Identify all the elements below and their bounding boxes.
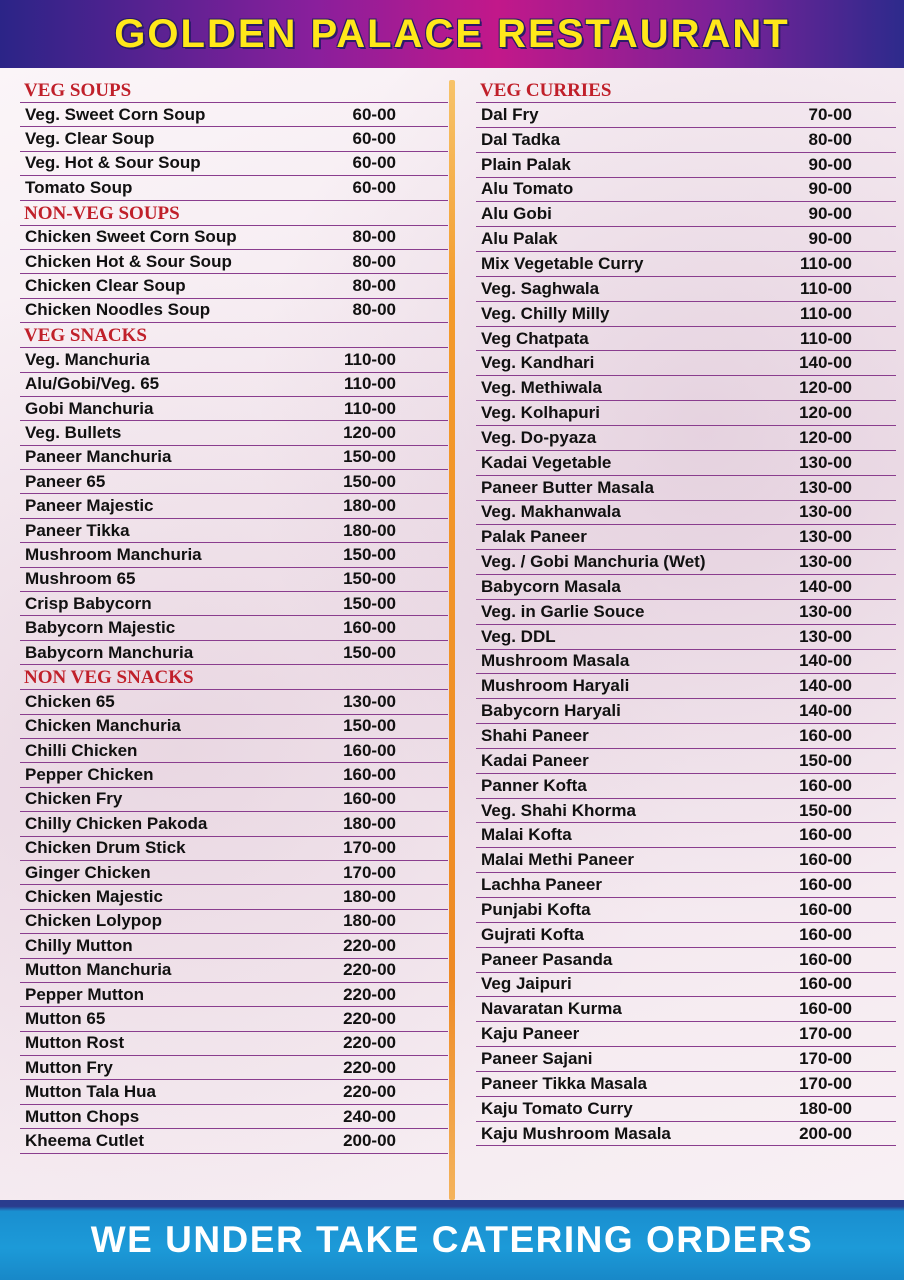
menu-item-price: 130-00 bbox=[799, 527, 852, 547]
menu-item bbox=[476, 401, 896, 426]
menu-item-name: Chicken Drum Stick bbox=[25, 838, 186, 858]
menu-item-name: Veg Jaipuri bbox=[481, 974, 572, 994]
menu-item bbox=[20, 373, 448, 397]
menu-item-price: 150-00 bbox=[343, 544, 396, 564]
menu-item bbox=[476, 476, 896, 501]
menu-item bbox=[476, 625, 896, 650]
menu-item bbox=[476, 873, 896, 898]
menu-item-name: Babycorn Masala bbox=[481, 576, 621, 596]
menu-item-name: Veg. DDL bbox=[481, 626, 556, 646]
menu-item-name: Lachha Paneer bbox=[481, 875, 602, 895]
menu-item-price: 150-00 bbox=[343, 716, 396, 736]
menu-item-price: 170-00 bbox=[799, 1024, 852, 1044]
section-title-non-veg-snacks: NON VEG SNACKS bbox=[20, 665, 448, 690]
menu-item-price: 170-00 bbox=[799, 1048, 852, 1068]
menu-item-price: 160-00 bbox=[343, 618, 396, 638]
menu-item-name: Alu Tomato bbox=[481, 179, 574, 199]
menu-item-price: 150-00 bbox=[343, 447, 396, 467]
menu-item bbox=[20, 690, 448, 714]
menu-item-price: 160-00 bbox=[799, 974, 852, 994]
menu-item-price: 110-00 bbox=[800, 253, 852, 273]
menu-item-name: Veg. Clear Soup bbox=[25, 129, 155, 149]
menu-item-name: Veg. / Gobi Manchuria (Wet) bbox=[481, 552, 706, 572]
menu-item-name: Kheema Cutlet bbox=[25, 1130, 145, 1150]
menu-item-name: Veg. Bullets bbox=[25, 422, 122, 442]
menu-item-name: Chicken Clear Soup bbox=[25, 276, 186, 296]
menu-item-name: Palak Paneer bbox=[481, 527, 587, 547]
menu-item-name: Babycorn Haryali bbox=[481, 701, 621, 721]
menu-item-name: Mutton Tala Hua bbox=[25, 1082, 156, 1102]
menu-item bbox=[20, 1105, 448, 1129]
menu-item-name: Kadai Paneer bbox=[481, 750, 589, 770]
menu-item-price: 160-00 bbox=[799, 825, 852, 845]
menu-item-name: Paneer Pasanda bbox=[481, 949, 613, 969]
menu-item-price: 130-00 bbox=[799, 452, 852, 472]
menu-item bbox=[476, 252, 896, 277]
menu-item bbox=[20, 1032, 448, 1056]
menu-item-name: Paneer 65 bbox=[25, 471, 106, 491]
menu-item bbox=[476, 501, 896, 526]
menu-item-price: 110-00 bbox=[344, 349, 396, 369]
menu-item-price: 170-00 bbox=[799, 1073, 852, 1093]
menu-item bbox=[20, 1056, 448, 1080]
restaurant-header bbox=[0, 0, 904, 68]
menu-item-name: Chicken Hot & Sour Soup bbox=[25, 251, 232, 271]
menu-item bbox=[476, 1072, 896, 1097]
menu-item bbox=[20, 543, 448, 567]
menu-item bbox=[476, 302, 896, 327]
menu-item bbox=[476, 575, 896, 600]
menu-item-name: Chicken Lolypop bbox=[25, 911, 162, 931]
menu-item-name: Paneer Tikka bbox=[25, 520, 130, 540]
menu-item bbox=[20, 470, 448, 494]
menu-item-name: Veg. Kandhari bbox=[481, 353, 595, 373]
menu-right-column bbox=[476, 78, 896, 1146]
menu-item-price: 120-00 bbox=[799, 403, 852, 423]
menu-item bbox=[20, 763, 448, 787]
section-title-veg-soups: VEG SOUPS bbox=[20, 78, 448, 103]
menu-item-name: Veg. Chilly Milly bbox=[481, 303, 610, 323]
menu-item-price: 60-00 bbox=[352, 104, 396, 124]
menu-item bbox=[20, 934, 448, 958]
menu-item bbox=[476, 997, 896, 1022]
menu-item bbox=[476, 426, 896, 451]
menu-item bbox=[476, 948, 896, 973]
menu-item-price: 140-00 bbox=[799, 576, 852, 596]
menu-item-name: Plain Palak bbox=[481, 154, 571, 174]
menu-item bbox=[476, 799, 896, 824]
menu-item-name: Ginger Chicken bbox=[25, 862, 151, 882]
menu-item-name: Tomato Soup bbox=[25, 177, 133, 197]
menu-item bbox=[476, 1022, 896, 1047]
menu-item bbox=[476, 1097, 896, 1122]
menu-item-price: 180-00 bbox=[343, 520, 396, 540]
menu-item-price: 140-00 bbox=[799, 701, 852, 721]
menu-item-price: 110-00 bbox=[800, 328, 852, 348]
menu-item bbox=[476, 749, 896, 774]
menu-item-price: 80-00 bbox=[352, 276, 396, 296]
menu-item-price: 60-00 bbox=[352, 153, 396, 173]
menu-item bbox=[476, 699, 896, 724]
menu-item-name: Veg. in Garlie Souce bbox=[481, 601, 645, 621]
menu-body bbox=[0, 68, 904, 1200]
menu-item-price: 160-00 bbox=[343, 740, 396, 760]
menu-item-price: 90-00 bbox=[808, 179, 852, 199]
menu-item bbox=[20, 127, 448, 151]
menu-item-price: 160-00 bbox=[799, 726, 852, 746]
menu-item-name: Kaju Mushroom Masala bbox=[481, 1123, 671, 1143]
section-title-veg-curries: VEG CURRIES bbox=[476, 78, 896, 103]
menu-item-price: 120-00 bbox=[343, 422, 396, 442]
menu-item bbox=[20, 519, 448, 543]
menu-item bbox=[476, 898, 896, 923]
menu-item-name: Malai Methi Paneer bbox=[481, 850, 635, 870]
menu-item-price: 220-00 bbox=[343, 960, 396, 980]
menu-item bbox=[20, 397, 448, 421]
menu-item-price: 180-00 bbox=[343, 911, 396, 931]
menu-item-price: 70-00 bbox=[808, 104, 852, 124]
menu-item-name: Navaratan Kurma bbox=[481, 999, 622, 1019]
menu-item-name: Mushroom 65 bbox=[25, 569, 136, 589]
menu-item bbox=[20, 885, 448, 909]
menu-item bbox=[20, 421, 448, 445]
menu-item bbox=[20, 250, 448, 274]
menu-item-price: 140-00 bbox=[799, 676, 852, 696]
menu-item-name: Babycorn Manchuria bbox=[25, 642, 194, 662]
menu-item-name: Paneer Tikka Masala bbox=[481, 1073, 648, 1093]
menu-item-name: Paneer Butter Masala bbox=[481, 477, 654, 497]
menu-item-name: Gujrati Kofta bbox=[481, 924, 584, 944]
menu-item-name: Mutton 65 bbox=[25, 1008, 106, 1028]
menu-item-price: 220-00 bbox=[343, 1082, 396, 1102]
menu-item bbox=[20, 1129, 448, 1153]
menu-item-name: Veg Chatpata bbox=[481, 328, 589, 348]
menu-item bbox=[20, 446, 448, 470]
menu-item-name: Malai Kofta bbox=[481, 825, 572, 845]
menu-item-price: 140-00 bbox=[799, 353, 852, 373]
menu-item bbox=[476, 823, 896, 848]
menu-item bbox=[20, 788, 448, 812]
menu-item bbox=[476, 650, 896, 675]
menu-item-name: Mix Vegetable Curry bbox=[481, 253, 644, 273]
menu-item-price: 120-00 bbox=[799, 427, 852, 447]
menu-item-price: 160-00 bbox=[343, 789, 396, 809]
menu-item-price: 180-00 bbox=[343, 887, 396, 907]
menu-item-price: 160-00 bbox=[799, 875, 852, 895]
menu-item-price: 200-00 bbox=[343, 1130, 396, 1150]
menu-item-name: Kaju Paneer bbox=[481, 1024, 580, 1044]
menu-item-name: Alu/Gobi/Veg. 65 bbox=[25, 374, 160, 394]
menu-item bbox=[20, 592, 448, 616]
menu-item-price: 120-00 bbox=[799, 378, 852, 398]
menu-item-name: Mutton Chops bbox=[25, 1106, 140, 1126]
menu-item bbox=[20, 226, 448, 250]
menu-item bbox=[476, 550, 896, 575]
menu-item bbox=[476, 277, 896, 302]
menu-item-price: 60-00 bbox=[352, 129, 396, 149]
menu-item-name: Paneer Majestic bbox=[25, 496, 154, 516]
menu-item bbox=[20, 837, 448, 861]
menu-item-price: 160-00 bbox=[343, 765, 396, 785]
menu-item bbox=[476, 153, 896, 178]
menu-item-name: Veg. Manchuria bbox=[25, 349, 150, 369]
menu-item bbox=[476, 1122, 896, 1147]
menu-item-price: 130-00 bbox=[799, 601, 852, 621]
menu-item-name: Pepper Chicken bbox=[25, 765, 154, 785]
menu-item-name: Panner Kofta bbox=[481, 775, 587, 795]
menu-item-name: Crisp Babycorn bbox=[25, 593, 152, 613]
menu-item bbox=[20, 983, 448, 1007]
menu-item-name: Veg. Shahi Khorma bbox=[481, 800, 636, 820]
menu-item-price: 150-00 bbox=[799, 800, 852, 820]
menu-item-price: 180-00 bbox=[799, 1098, 852, 1118]
section-title-non-veg-soups: NON-VEG SOUPS bbox=[20, 201, 448, 226]
menu-item-name: Veg. Sweet Corn Soup bbox=[25, 104, 206, 124]
menu-item-name: Veg. Kolhapuri bbox=[481, 403, 601, 423]
menu-item-price: 160-00 bbox=[799, 899, 852, 919]
menu-item-name: Mushroom Masala bbox=[481, 651, 630, 671]
menu-item bbox=[476, 202, 896, 227]
menu-item-name: Babycorn Majestic bbox=[25, 618, 176, 638]
menu-item-price: 150-00 bbox=[799, 750, 852, 770]
menu-item bbox=[476, 923, 896, 948]
menu-item-price: 160-00 bbox=[799, 999, 852, 1019]
menu-item bbox=[476, 525, 896, 550]
menu-item-name: Veg. Makhanwala bbox=[481, 502, 621, 522]
catering-text: WE UNDER TAKE CATERING ORDERS bbox=[90, 1219, 814, 1260]
menu-item bbox=[476, 351, 896, 376]
menu-item bbox=[20, 494, 448, 518]
menu-item-name: Dal Tadka bbox=[481, 129, 561, 149]
menu-item bbox=[476, 376, 896, 401]
menu-item-name: Veg. Methiwala bbox=[481, 378, 602, 398]
restaurant-name: GOLDEN PALACE RESTAURANT bbox=[114, 11, 790, 56]
menu-item-price: 110-00 bbox=[800, 303, 852, 323]
menu-item-price: 200-00 bbox=[799, 1123, 852, 1143]
menu-item-price: 160-00 bbox=[799, 775, 852, 795]
menu-item-price: 220-00 bbox=[343, 1033, 396, 1053]
menu-item-price: 80-00 bbox=[808, 129, 852, 149]
menu-item-price: 90-00 bbox=[808, 204, 852, 224]
menu-item-name: Chilly Chicken Pakoda bbox=[25, 813, 208, 833]
menu-item-name: Chilli Chicken bbox=[25, 740, 138, 760]
menu-item-price: 150-00 bbox=[343, 471, 396, 491]
menu-item-price: 90-00 bbox=[808, 154, 852, 174]
menu-item-price: 240-00 bbox=[343, 1106, 396, 1126]
menu-item-name: Chicken Sweet Corn Soup bbox=[25, 227, 237, 247]
menu-left-column bbox=[20, 78, 448, 1154]
menu-item bbox=[20, 739, 448, 763]
menu-item-price: 220-00 bbox=[343, 1008, 396, 1028]
menu-item-name: Chicken Majestic bbox=[25, 887, 163, 907]
catering-banner bbox=[0, 1200, 904, 1280]
menu-item-price: 130-00 bbox=[799, 626, 852, 646]
menu-item-name: Alu Palak bbox=[481, 229, 558, 249]
menu-item-name: Dal Fry bbox=[481, 104, 539, 124]
menu-item bbox=[20, 348, 448, 372]
menu-item bbox=[476, 1047, 896, 1072]
menu-item-price: 160-00 bbox=[799, 949, 852, 969]
menu-item-price: 150-00 bbox=[343, 642, 396, 662]
menu-item bbox=[20, 910, 448, 934]
menu-item bbox=[20, 152, 448, 176]
menu-item bbox=[476, 103, 896, 128]
menu-item-price: 150-00 bbox=[343, 593, 396, 613]
menu-item-name: Alu Gobi bbox=[481, 204, 552, 224]
menu-item-name: Pepper Mutton bbox=[25, 984, 144, 1004]
menu-item-name: Mutton Manchuria bbox=[25, 960, 172, 980]
menu-item-price: 170-00 bbox=[343, 838, 396, 858]
menu-item bbox=[20, 641, 448, 665]
menu-item-price: 80-00 bbox=[352, 227, 396, 247]
menu-item bbox=[20, 812, 448, 836]
menu-item-price: 180-00 bbox=[343, 813, 396, 833]
menu-item-name: Chicken Noodles Soup bbox=[25, 300, 211, 320]
menu-item-price: 220-00 bbox=[343, 1057, 396, 1077]
section-title-veg-snacks: VEG SNACKS bbox=[20, 323, 448, 348]
menu-item-price: 80-00 bbox=[352, 300, 396, 320]
menu-item-price: 170-00 bbox=[343, 862, 396, 882]
menu-item bbox=[20, 568, 448, 592]
menu-item bbox=[476, 178, 896, 203]
menu-item-name: Kadai Vegetable bbox=[481, 452, 612, 472]
menu-item bbox=[20, 959, 448, 983]
menu-item bbox=[20, 1007, 448, 1031]
menu-item-name: Mushroom Haryali bbox=[481, 676, 630, 696]
menu-item-name: Chicken Manchuria bbox=[25, 716, 181, 736]
menu-item bbox=[20, 299, 448, 323]
menu-item bbox=[20, 715, 448, 739]
menu-item-price: 60-00 bbox=[352, 177, 396, 197]
menu-item-price: 160-00 bbox=[799, 850, 852, 870]
menu-item bbox=[20, 616, 448, 640]
menu-item-price: 80-00 bbox=[352, 251, 396, 271]
menu-item-name: Mushroom Manchuria bbox=[25, 544, 202, 564]
menu-item-name: Mutton Fry bbox=[25, 1057, 113, 1077]
menu-item bbox=[476, 848, 896, 873]
menu-item bbox=[476, 128, 896, 153]
menu-item bbox=[20, 861, 448, 885]
menu-item-price: 220-00 bbox=[343, 935, 396, 955]
menu-item-price: 130-00 bbox=[343, 691, 396, 711]
menu-item-price: 130-00 bbox=[799, 502, 852, 522]
menu-item bbox=[476, 973, 896, 998]
menu-item-name: Paneer Sajani bbox=[481, 1048, 593, 1068]
menu-item-name: Veg. Hot & Sour Soup bbox=[25, 153, 201, 173]
menu-item-name: Gobi Manchuria bbox=[25, 398, 154, 418]
menu-item-price: 160-00 bbox=[799, 924, 852, 944]
menu-item bbox=[20, 176, 448, 200]
menu-item-name: Chilly Mutton bbox=[25, 935, 133, 955]
menu-item-price: 130-00 bbox=[799, 552, 852, 572]
menu-item bbox=[20, 103, 448, 127]
menu-item bbox=[476, 674, 896, 699]
menu-item bbox=[20, 1080, 448, 1104]
menu-item-name: Chicken 65 bbox=[25, 691, 115, 711]
menu-item-price: 150-00 bbox=[343, 569, 396, 589]
column-divider bbox=[449, 80, 455, 1200]
menu-item-name: Shahi Paneer bbox=[481, 726, 589, 746]
menu-item-name: Punjabi Kofta bbox=[481, 899, 591, 919]
menu-item-price: 110-00 bbox=[344, 374, 396, 394]
menu-item bbox=[476, 327, 896, 352]
menu-item bbox=[20, 274, 448, 298]
menu-item-name: Paneer Manchuria bbox=[25, 447, 172, 467]
menu-item bbox=[476, 600, 896, 625]
menu-item-price: 140-00 bbox=[799, 651, 852, 671]
menu-item-price: 110-00 bbox=[344, 398, 396, 418]
menu-item-price: 90-00 bbox=[808, 229, 852, 249]
menu-item-name: Kaju Tomato Curry bbox=[481, 1098, 633, 1118]
menu-item bbox=[476, 724, 896, 749]
menu-item bbox=[476, 227, 896, 252]
menu-item-price: 130-00 bbox=[799, 477, 852, 497]
menu-item-name: Veg. Do-pyaza bbox=[481, 427, 597, 447]
menu-item-name: Veg. Saghwala bbox=[481, 278, 600, 298]
menu-item bbox=[476, 451, 896, 476]
menu-item-price: 220-00 bbox=[343, 984, 396, 1004]
menu-item-name: Mutton Rost bbox=[25, 1033, 125, 1053]
menu-item bbox=[476, 774, 896, 799]
menu-item-price: 110-00 bbox=[800, 278, 852, 298]
menu-item-name: Chicken Fry bbox=[25, 789, 123, 809]
menu-item-price: 180-00 bbox=[343, 496, 396, 516]
